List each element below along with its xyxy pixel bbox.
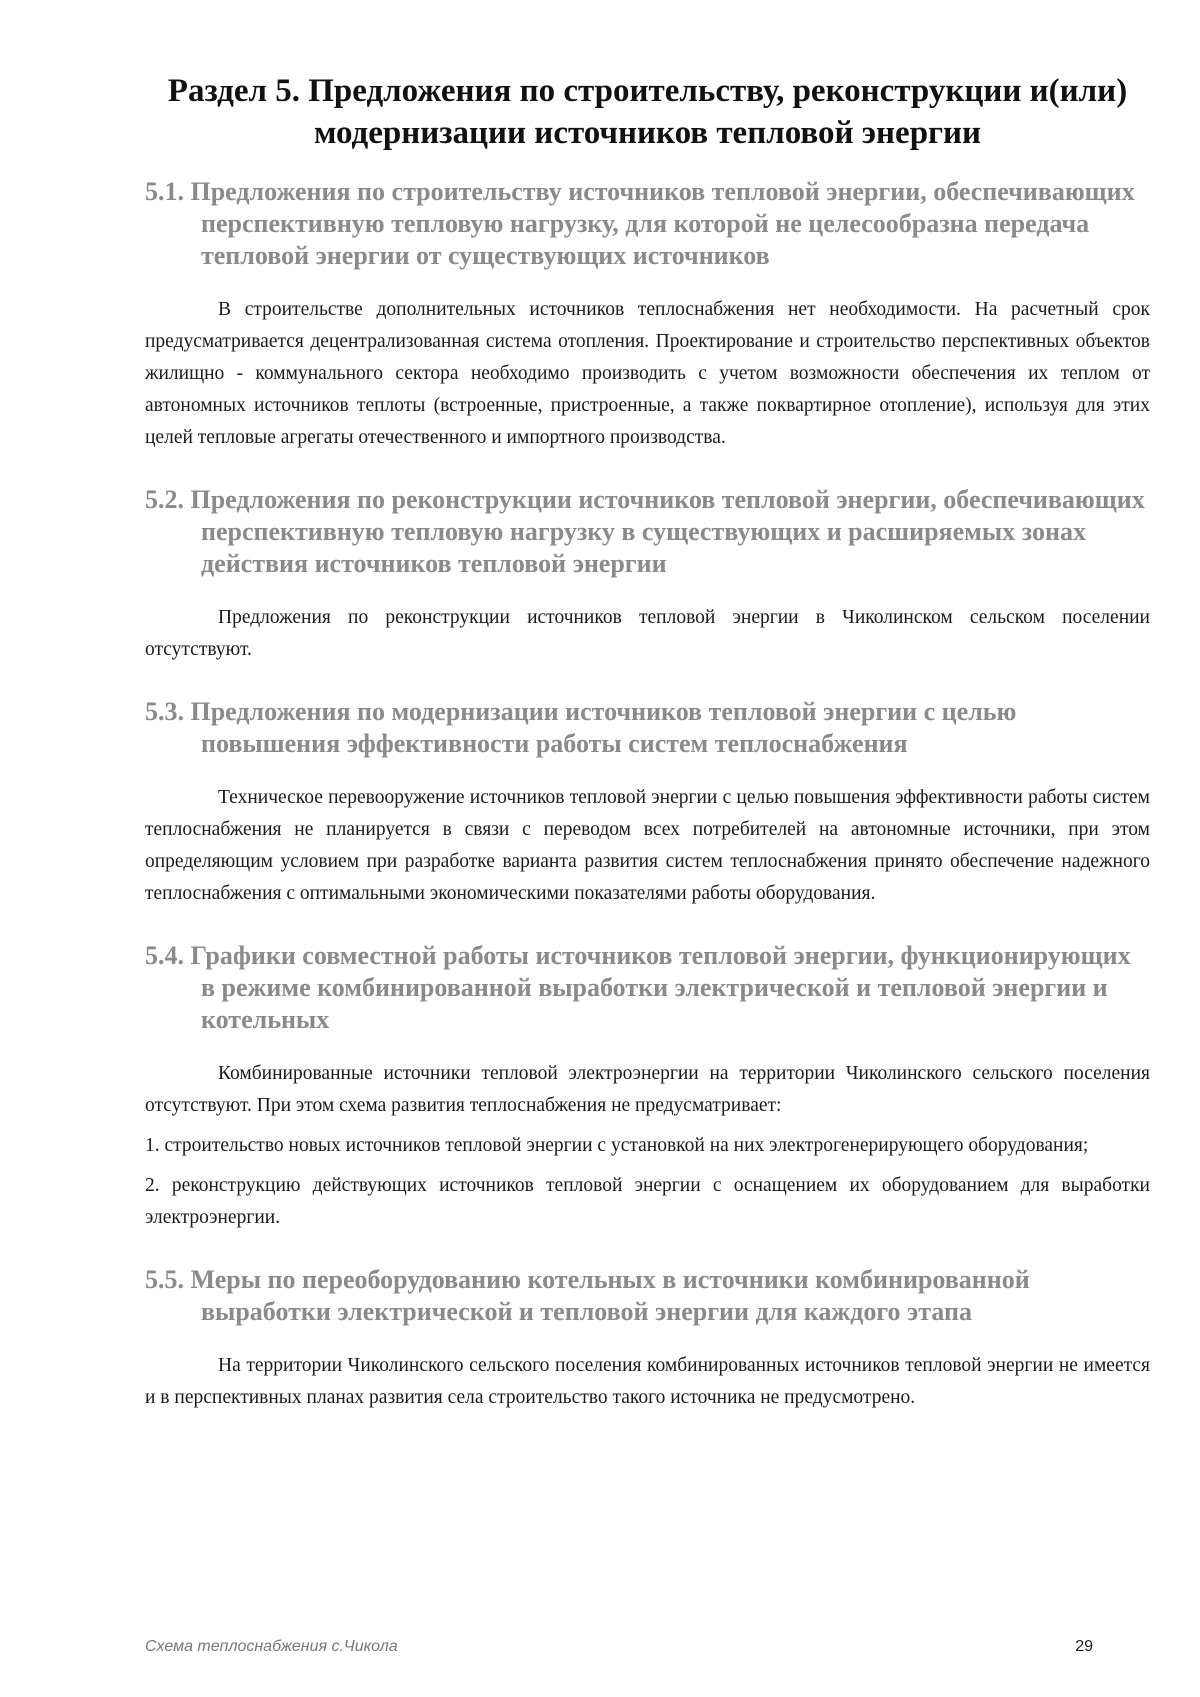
section-title-5-1: 5.1. Предложения по строительству источников тепловой энергии, обеспечивающих перспективную тепловую нагрузку, для которой не целесообразна передача тепловой энергии от существующих источников (145, 177, 1135, 270)
section-title-5-5: 5.5. Меры по переоборудованию котельных в источники комбинированной выработки электрической и тепловой энергии для каждого этапа (145, 1265, 1030, 1326)
document-page (145, 70, 1150, 1414)
footer-doc-title: Схема теплоснабжения с.Чикола (145, 1638, 398, 1655)
section-paragraph-5-5: На территории Чиколинского сельского поселения комбинированных источников тепловой энергии не имеется и в перспективных планах развития села строительство такого источника не предусмотрено. (145, 1355, 1150, 1408)
chapter-title: Раздел 5. Предложения по строительству, реконструкции и(или) модернизации источников тепловой энергии (167, 73, 1128, 151)
footer-page-number: 29 (1075, 1638, 1093, 1655)
section-title-5-4: 5.4. Графики совместной работы источников тепловой энергии, функционирующих в режиме комбинированной выработки электрической и тепловой энергии и котельных (145, 941, 1131, 1034)
section-paragraph-5-4: Комбинированные источники тепловой электроэнергии на территории Чиколинского сельского поселения отсутствуют. При этом схема развития теплоснабжения не предусматривает: (145, 1063, 1150, 1116)
section-title-5-3: 5.3. Предложения по модернизации источников тепловой энергии с целью повышения эффективности работы систем теплоснабжения (145, 697, 1017, 758)
section-paragraph-5-1: В строительстве дополнительных источников теплоснабжения нет необходимости. На расчетный срок предусматривается децентрализованная система отопления. Проектирование и строительство перспективных объектов жилищно - коммунального сектора необходимо производить с учетом возможности обеспечения их теплом от автономных источников теплоты (встроенные, пристроенные, а также поквартирное отопление), используя для этих целей тепловые агрегаты отечественного и импортного производства. (145, 299, 1150, 448)
section-title-5-2: 5.2. Предложения по реконструкции источников тепловой энергии, обеспечивающих перспективную тепловую нагрузку в существующих и расширяемых зонах действия источников тепловой энергии (145, 485, 1145, 578)
section-paragraph-5-3: Техническое перевооружение источников тепловой энергии с целью повышения эффективности работы систем теплоснабжения не планируется в связи с переводом всех потребителей на автономные источники, при этом определяющим условием при разработке варианта развития систем теплоснабжения принято обеспечение надежного теплоснабжения с оптимальными экономическими показателями работы оборудования. (145, 787, 1150, 904)
section-paragraph-5-2: Предложения по реконструкции источников тепловой энергии в Чиколинском сельском поселении отсутствуют. (145, 607, 1150, 660)
list-item-2: 2. реконструкцию действующих источников тепловой энергии с оснащением их оборудованием для выработки электроэнергии. (145, 1175, 1150, 1228)
list-item-1: 1. строительство новых источников тепловой энергии с установкой на них электрогенерирующего оборудования; (145, 1135, 1089, 1156)
